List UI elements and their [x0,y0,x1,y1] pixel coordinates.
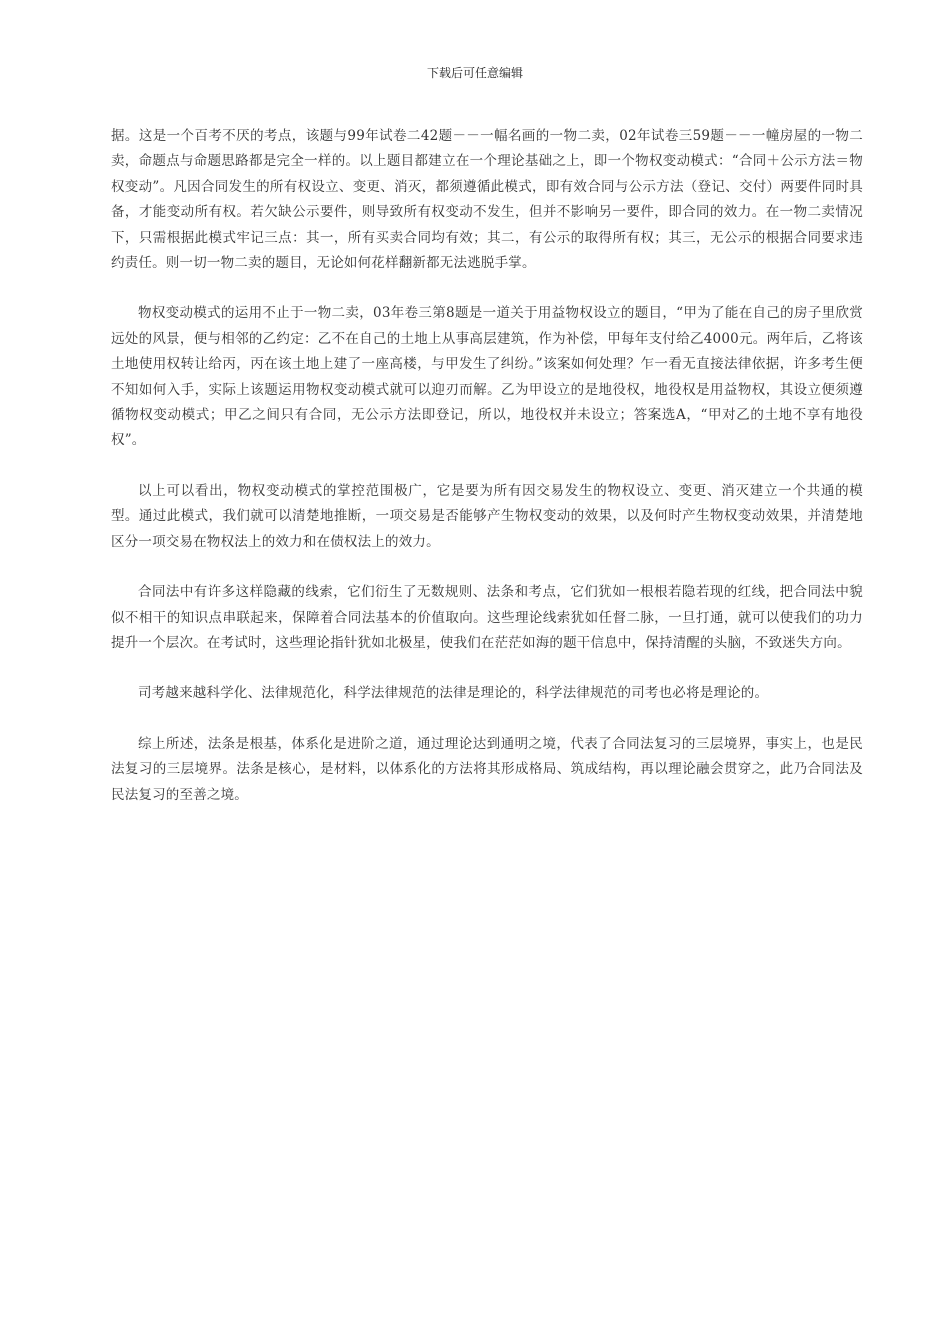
paragraph-1: 据。这是一个百考不厌的考点，该题与99年试卷二42题－－一幅名画的一物二卖，02年试卷三59题－－一幢房屋的一物二卖，命题点与命题思路都是完全一样的。以上题目都建立在一个理论基础之上，即一个物权变动模式：“合同＋公示方法＝物权变动”。凡因合同发生的所有权设立、变更、消灭，都须遵循此模式，即有效合同与公示方法（登记、交付）两要件同时具备，才能变动所有权。若欠缺公示要件，则导致所有权变动不发生，但并不影响另一要件，即合同的效力。在一物二卖情况下，只需根据此模式牢记三点：其一，所有买卖合同均有效；其二，有公示的取得所有权；其三，无公示的根据合同要求违约责任。则一切一物二卖的题目，无论如何花样翻新都无法逃脱手掌。 [111,128,863,272]
paragraph-3: 以上可以看出，物权变动模式的掌控范围极广，它是要为所有因交易发生的物权设立、变更、消灭建立一个共通的模型。通过此模式，我们就可以清楚地推断，一项交易是否能够产生物权变动的效果，以及何时产生物权变动效果，并清楚地区分一项交易在物权法上的效力和在债权法上的效力。 [111,482,863,550]
page-header: 下载后可任意编辑 [426,66,523,80]
paragraph-6: 综上所述，法条是根基，体系化是进阶之道，通过理论达到通明之境，代表了合同法复习的三层境界，事实上，也是民法复习的三层境界。法条是核心，是材料，以体系化的方法将其形成格局、筑成结构，再以理论融会贯穿之，此乃合同法及民法复习的至善之境。 [111,735,863,803]
paragraph-4: 合同法中有许多这样隐藏的线索，它们衍生了无数规则、法条和考点，它们犹如一根根若隐若现的红线，把合同法中貌似不相干的知识点串联起来，保障着合同法基本的价值取向。这些理论线索犹如任督二脉，一旦打通，就可以使我们的功力提升一个层次。在考试时，这些理论指针犹如北极星，使我们在茫茫如海的题干信息中，保持清醒的头脑，不致迷失方向。 [111,584,863,651]
document-body [111,124,863,833]
paragraph-5: 司考越来越科学化、法律规范化，科学法律规范的法律是理论的，科学法律规范的司考也必将是理论的。 [138,685,769,702]
paragraph-2: 物权变动模式的运用不止于一物二卖，03年卷三第8题是一道关于用益物权设立的题目，“甲为了能在自己的房子里欣赏远处的风景，便与相邻的乙约定：乙不在自己的土地上从事高层建筑，作为补偿，甲每年支付给乙4000元。两年后，乙将该土地使用权转让给丙，丙在该土地上建了一座高楼，与甲发生了纠纷。”该案如何处理？乍一看无直接法律依据，许多考生便不知如何入手，实际上该题运用物权变动模式就可以迎刃而解。乙为甲设立的是地役权，地役权是用益物权，其设立便须遵循物权变动模式；甲乙之间只有合同，无公示方法即登记，所以，地役权并未设立；答案选A，“甲对乙的土地不享有地役权”。 [111,305,863,449]
